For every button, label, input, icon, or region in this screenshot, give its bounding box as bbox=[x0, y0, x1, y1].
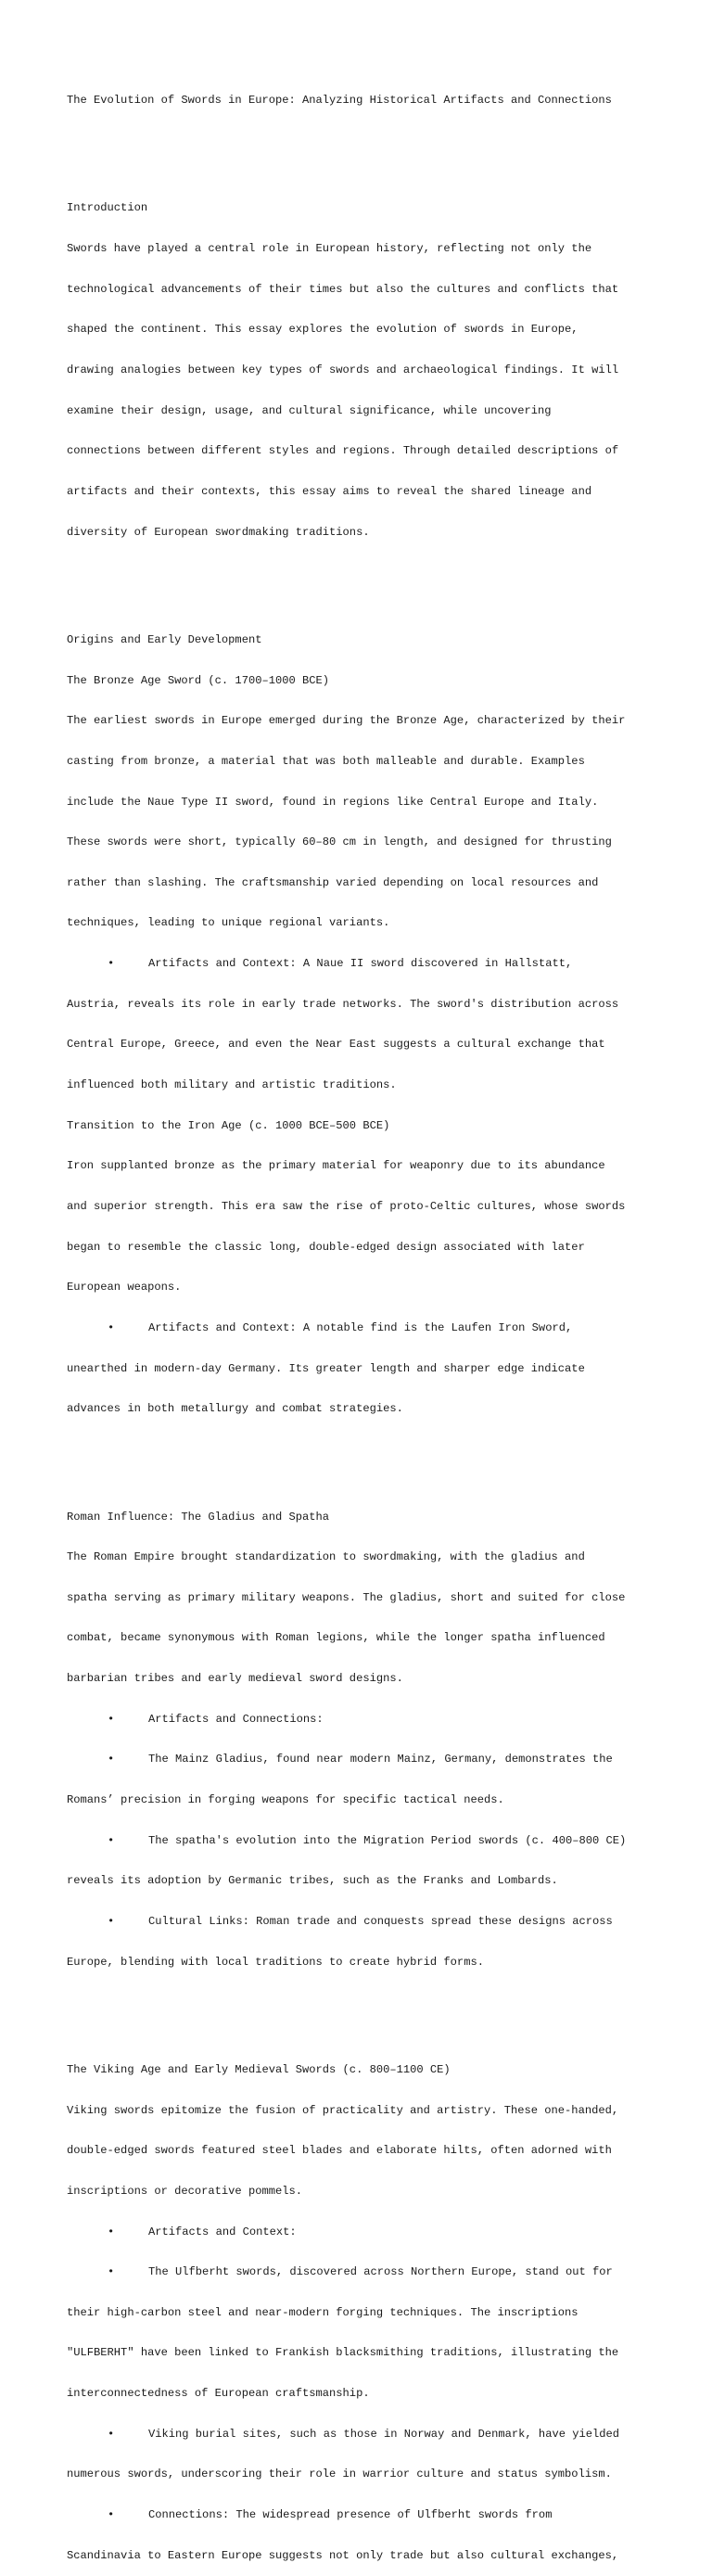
roman-line: spatha serving as primary military weapons. The gladius, short and suited for close bbox=[67, 1590, 626, 1604]
iron-line: began to resemble the classic long, double-edged design associated with later bbox=[67, 1240, 585, 1254]
bullet-text: Viking burial sites, such as those in Norway and Denmark, have yielded bbox=[148, 2427, 620, 2441]
bullet-item bbox=[67, 2225, 675, 2239]
bullet-item bbox=[67, 1321, 675, 1335]
spacer bbox=[67, 134, 675, 148]
spacer bbox=[67, 1443, 675, 1457]
viking-heading: The Viking Age and Early Medieval Swords (c. 800–1100 CE) bbox=[67, 2062, 451, 2076]
bullet-continuation: unearthed in modern-day Germany. Its greater length and sharper edge indicate bbox=[67, 1361, 585, 1375]
viking-line: double-edged swords featured steel blades and elaborate hilts, often adorned with bbox=[67, 2144, 612, 2158]
bullet-glyph: • bbox=[108, 2507, 115, 2521]
bullet-item bbox=[67, 1753, 675, 1766]
viking-line: Viking swords epitomize the fusion of practicality and artistry. These one-handed, bbox=[67, 2103, 619, 2117]
bullet-continuation: interconnectedness of European craftsmanship. bbox=[67, 2387, 370, 2401]
bronze-line: rather than slashing. The craftsmanship varied depending on local resources and bbox=[67, 875, 599, 889]
bullet-text: The spatha's evolution into the Migration Period swords (c. 400–800 CE) bbox=[148, 1833, 627, 1847]
bullet-text: Connections: The widespread presence of Ulfberht swords from bbox=[148, 2507, 553, 2521]
iron-heading: Transition to the Iron Age (c. 1000 BCE–500 BCE) bbox=[67, 1118, 390, 1132]
bullet-continuation: numerous swords, underscoring their role in warrior culture and status symbolism. bbox=[67, 2468, 612, 2481]
bullet-continuation: influenced both military and artistic traditions. bbox=[67, 1078, 397, 1092]
bullet-item bbox=[67, 2508, 675, 2522]
roman-line: barbarian tribes and early medieval sword designs. bbox=[67, 1672, 403, 1686]
spacer bbox=[67, 1996, 675, 2009]
document-title: The Evolution of Swords in Europe: Analyzing Historical Artifacts and Connections bbox=[67, 94, 612, 108]
bronze-line: These swords were short, typically 60–80 cm in length, and designed for thrusting bbox=[67, 835, 612, 849]
roman-line: The Roman Empire brought standardization to swordmaking, with the gladius and bbox=[67, 1550, 585, 1564]
bullet-text: The Mainz Gladius, found near modern Mainz, Germany, demonstrates the bbox=[148, 1753, 613, 1766]
bullet-text: Cultural Links: Roman trade and conquests spread these designs across bbox=[148, 1914, 613, 1928]
bullet-item bbox=[67, 1915, 675, 1929]
bullet-continuation: Austria, reveals its role in early trade networks. The sword's distribution across bbox=[67, 997, 619, 1011]
roman-line: combat, became synonymous with Roman legions, while the longer spatha influenced bbox=[67, 1631, 605, 1645]
intro-line: Swords have played a central role in European history, reflecting not only the bbox=[67, 242, 592, 256]
bullet-glyph: • bbox=[108, 2225, 115, 2238]
viking-line: inscriptions or decorative pommels. bbox=[67, 2184, 303, 2198]
bronze-line: include the Naue Type II sword, found in regions like Central Europe and Italy. bbox=[67, 795, 599, 809]
origins-heading: Origins and Early Development bbox=[67, 632, 262, 646]
intro-line: connections between different styles and regions. Through detailed descriptions of bbox=[67, 444, 619, 458]
iron-line: and superior strength. This era saw the rise of proto-Celtic cultures, whose swords bbox=[67, 1199, 626, 1213]
intro-line: drawing analogies between key types of swords and archaeological findings. It will bbox=[67, 363, 619, 377]
bullet-continuation: Scandinavia to Eastern Europe suggests not only trade but also cultural exchanges, bbox=[67, 2548, 619, 2562]
bullet-continuation: "ULFBERHT" have been linked to Frankish blacksmithing traditions, illustrating the bbox=[67, 2346, 619, 2360]
bronze-line: techniques, leading to unique regional variants. bbox=[67, 916, 390, 930]
intro-line: shaped the continent. This essay explores the evolution of swords in Europe, bbox=[67, 323, 578, 337]
bullet-continuation: Central Europe, Greece, and even the Near East suggests a cultural exchange that bbox=[67, 1038, 605, 1052]
iron-line: Iron supplanted bronze as the primary material for weaponry due to its abundance bbox=[67, 1159, 605, 1173]
intro-line: technological advancements of their times but also the cultures and conflicts that bbox=[67, 282, 619, 296]
bullet-continuation: their high-carbon steel and near-modern forging techniques. The inscriptions bbox=[67, 2305, 578, 2319]
roman-heading: Roman Influence: The Gladius and Spatha bbox=[67, 1510, 330, 1524]
bullet-glyph: • bbox=[108, 1320, 115, 1334]
bullet-continuation: reveals its adoption by Germanic tribes, such as the Franks and Lombards. bbox=[67, 1874, 558, 1888]
bullet-glyph: • bbox=[108, 1712, 115, 1726]
bullet-glyph: • bbox=[108, 957, 115, 971]
intro-line: examine their design, usage, and cultural significance, while uncovering bbox=[67, 403, 552, 417]
bullet-glyph: • bbox=[108, 2427, 115, 2441]
iron-line: European weapons. bbox=[67, 1281, 182, 1294]
bullet-continuation: advances in both metallurgy and combat strategies. bbox=[67, 1402, 403, 1416]
spacer bbox=[67, 566, 675, 580]
intro-heading: Introduction bbox=[67, 201, 148, 215]
bullet-text: Artifacts and Context: bbox=[148, 2225, 297, 2238]
bronze-line: casting from bronze, a material that was both malleable and durable. Examples bbox=[67, 754, 585, 768]
intro-line: diversity of European swordmaking traditions. bbox=[67, 525, 370, 539]
bullet-text: Artifacts and Connections: bbox=[148, 1712, 324, 1726]
bronze-line: The earliest swords in Europe emerged during the Bronze Age, characterized by their bbox=[67, 714, 626, 728]
bullet-item bbox=[67, 2265, 675, 2279]
bullet-text: The Ulfberht swords, discovered across Northern Europe, stand out for bbox=[148, 2265, 613, 2279]
bullet-item bbox=[67, 1834, 675, 1848]
bullet-continuation: Romans’ precision in forging weapons for specific tactical needs. bbox=[67, 1793, 504, 1806]
bullet-item bbox=[67, 1713, 675, 1727]
bullet-item bbox=[67, 957, 675, 971]
bullet-glyph: • bbox=[108, 2265, 115, 2279]
bullet-item bbox=[67, 2428, 675, 2442]
bullet-text: Artifacts and Context: A Naue II sword discovered in Hallstatt, bbox=[148, 957, 573, 971]
bullet-glyph: • bbox=[108, 1914, 115, 1928]
bronze-heading: The Bronze Age Sword (c. 1700–1000 BCE) bbox=[67, 673, 330, 687]
bullet-glyph: • bbox=[108, 1833, 115, 1847]
bullet-continuation: Europe, blending with local traditions to create hybrid forms. bbox=[67, 1955, 484, 1969]
intro-line: artifacts and their contexts, this essay aims to reveal the shared lineage and bbox=[67, 484, 592, 498]
bullet-text: Artifacts and Context: A notable find is the Laufen Iron Sword, bbox=[148, 1320, 573, 1334]
bullet-glyph: • bbox=[108, 1753, 115, 1766]
